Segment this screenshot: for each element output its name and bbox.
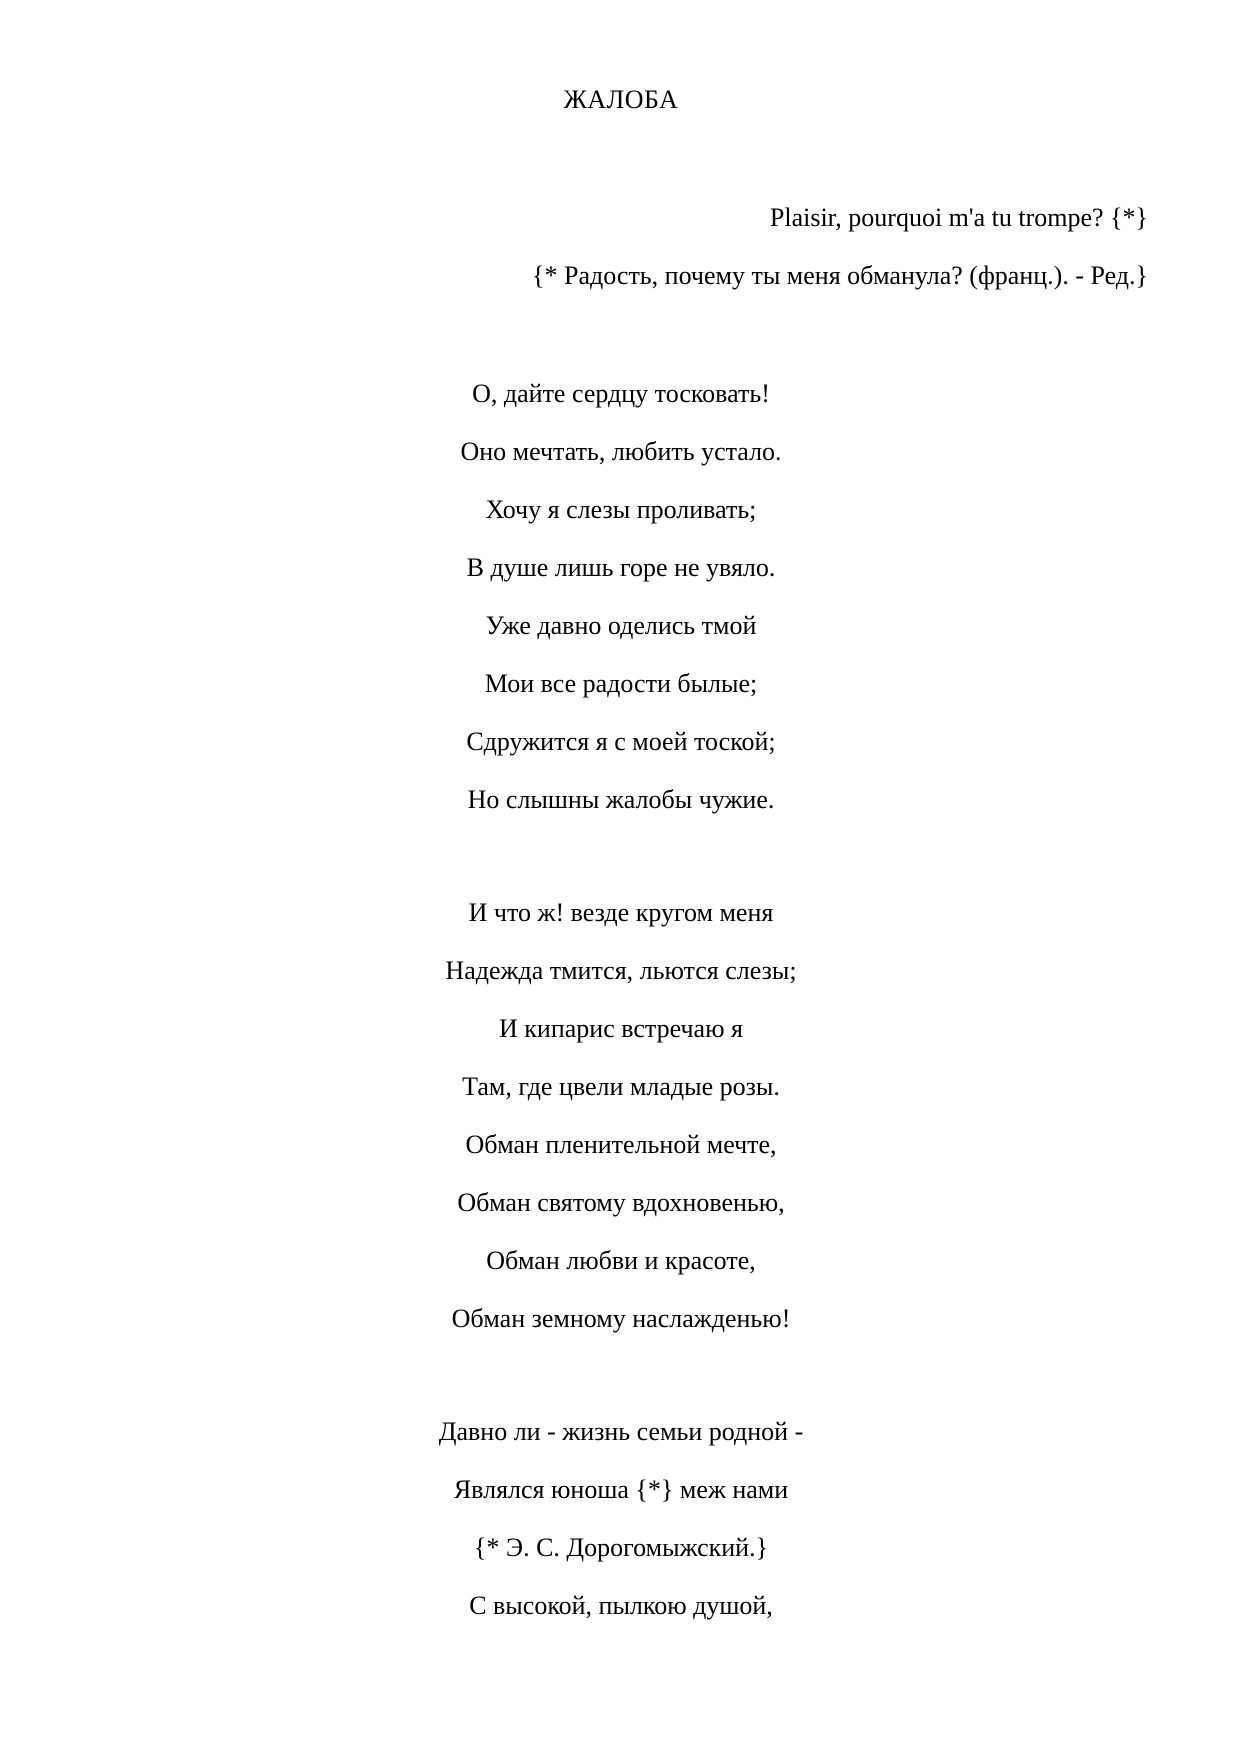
poem-line: Сдружится я с моей тоской; xyxy=(466,727,776,756)
poem-line: В душе лишь горе не увяло. xyxy=(466,553,776,582)
stanza-2 xyxy=(0,884,1242,1348)
poem-line: И что ж! везде кругом меня xyxy=(468,898,774,927)
poem-line: Обман любви и красоте, xyxy=(486,1246,756,1275)
poem-line: Давно ли - жизнь семьи родной - xyxy=(438,1417,804,1446)
epigraph-footnote: {* Радость, почему ты меня обманула? (франц.). - Ред.} xyxy=(532,261,1148,290)
poem-line: Являлся юноша {*} меж нами xyxy=(453,1475,789,1504)
poem-line: Обман земному наслажденью! xyxy=(451,1304,791,1333)
poem-line: Оно мечтать, любить устало. xyxy=(460,437,782,466)
poem-line: Но слышны жалобы чужие. xyxy=(467,785,775,814)
poem-line: Надежда тмится, льются слезы; xyxy=(445,956,797,985)
poem-line: Уже давно оделись тмой xyxy=(485,611,757,640)
poem-line: Обман пленительной мечте, xyxy=(465,1130,777,1159)
stanza-1 xyxy=(0,365,1242,829)
poem-line: Мои все радости былые; xyxy=(484,669,758,698)
poem-line: О, дайте сердцу тосковать! xyxy=(472,379,770,408)
footnote-line: {* Э. С. Дорогомыжский.} xyxy=(473,1533,769,1562)
poem-title: ЖАЛОБА xyxy=(563,85,679,114)
poem-line: Хочу я слезы проливать; xyxy=(485,495,757,524)
poem-line: И кипарис встречаю я xyxy=(499,1014,743,1043)
stanza-3 xyxy=(0,1403,1242,1635)
poem-line: С высокой, пылкою душой, xyxy=(469,1591,773,1620)
poem-line: Обман святому вдохновенью, xyxy=(457,1188,785,1217)
epigraph-text: Plaisir, pourquoi m'a tu trompe? {*} xyxy=(769,203,1148,232)
poem-line: Там, где цвели младые розы. xyxy=(462,1072,780,1101)
